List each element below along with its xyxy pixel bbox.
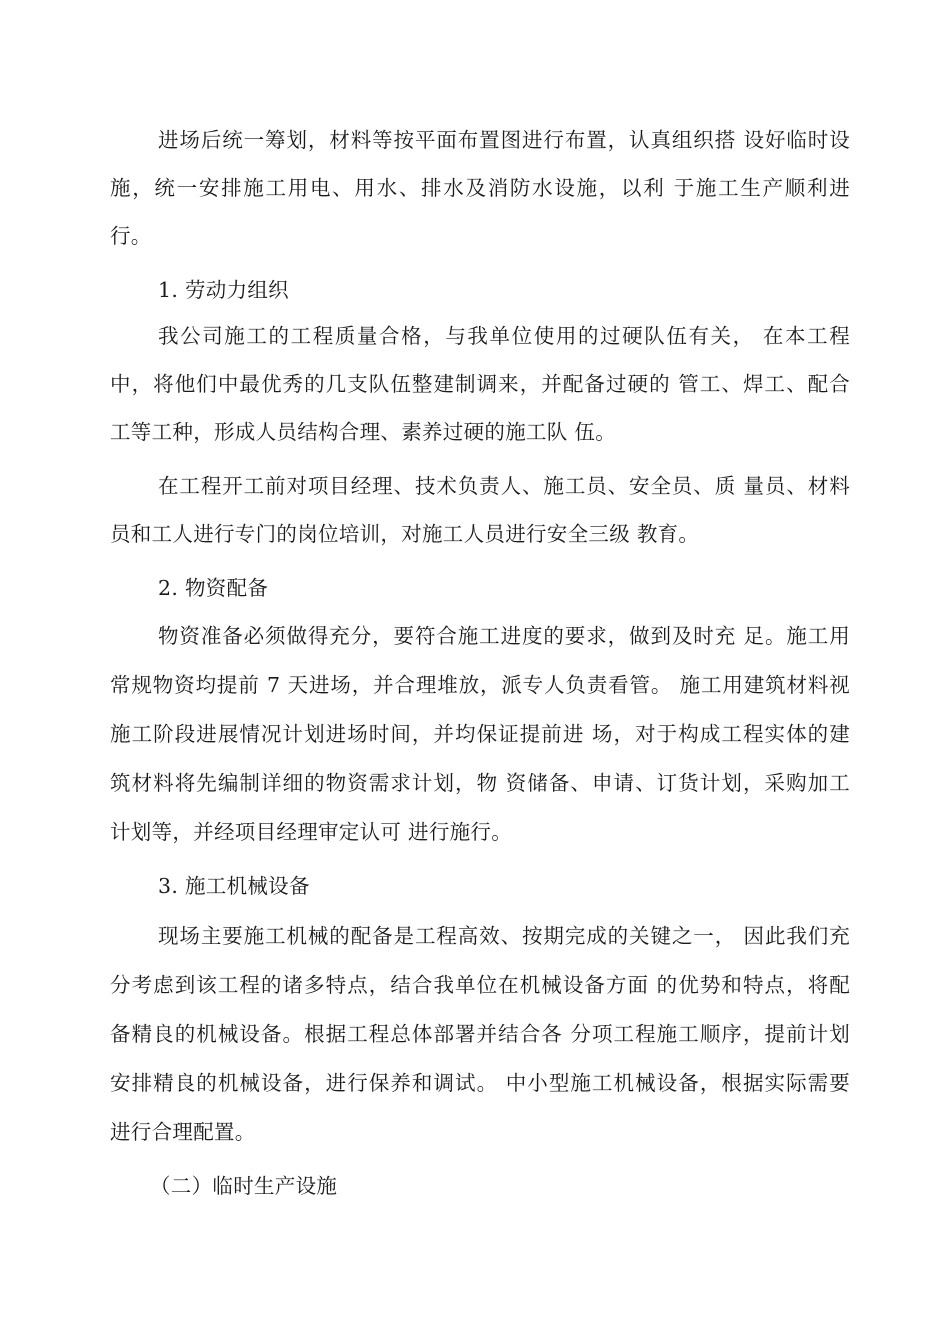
paragraph-line: 工等工种，形成人员结构合理、素养过硬的施工队 伍。 xyxy=(110,420,617,444)
paragraph-line: 我公司施工的工程质量合格，与我单位使用的过硬队伍有关， 在本工程 xyxy=(158,324,850,348)
section-heading: （二）临时生产设施 xyxy=(150,1174,338,1198)
paragraph-line: 物资准备必须做得充分，要符合施工进度的要求，做到及时充 足。施工用 xyxy=(158,624,850,648)
paragraph-line: 备精良的机械设备。根据工程总体部署并结合各 分项工程施工顺序，提前计划 xyxy=(110,1022,850,1046)
section-heading: 3. 施工机械设备 xyxy=(158,874,310,898)
paragraph-line: 现场主要施工机械的配备是工程高效、按期完成的关键之一， 因此我们充 xyxy=(158,924,850,948)
paragraph-line: 在工程开工前对项目经理、技术负责人、施工员、安全员、质 量员、材料 xyxy=(158,474,850,498)
paragraph-line: 筑材料将先编制详细的物资需求计划，物 资储备、申请、订货计划，采购加工 xyxy=(110,771,850,795)
paragraph-line: 计划等，并经项目经理审定认可 进行施行。 xyxy=(110,820,513,844)
paragraph-line: 施，统一安排施工用电、用水、排水及消防水设施，以利 于施工生产顺利进 xyxy=(110,176,850,200)
section-heading: 2. 物资配备 xyxy=(158,576,269,600)
paragraph-line: 员和工人进行专门的岗位培训，对施工人员进行安全三级 教育。 xyxy=(110,522,700,546)
paragraph-line: 施工阶段进展情况计划进场时间，并均保证提前进 场，对于构成工程实体的建 xyxy=(110,722,850,746)
paragraph-line: 常规物资均提前 7 天进场，并合理堆放，派专人负责看管。 施工用建筑材料视 xyxy=(110,673,850,697)
paragraph-line: 行。 xyxy=(110,224,152,248)
paragraph-line: 分考虑到该工程的诸多特点，结合我单位在机械设备方面 的优势和特点，将配 xyxy=(110,973,850,997)
paragraph-line: 进场后统一筹划，材料等按平面布置图进行布置，认真组织搭 设好临时设 xyxy=(158,128,850,152)
paragraph-line: 安排精良的机械设备，进行保养和调试。 中小型施工机械设备，根据实际需要 xyxy=(110,1071,850,1095)
paragraph-line: 中，将他们中最优秀的几支队伍整建制调来，并配备过硬的 管工、焊工、配合 xyxy=(110,372,850,396)
section-heading: 1. 劳动力组织 xyxy=(158,278,289,302)
paragraph-line: 进行合理配置。 xyxy=(110,1120,256,1144)
